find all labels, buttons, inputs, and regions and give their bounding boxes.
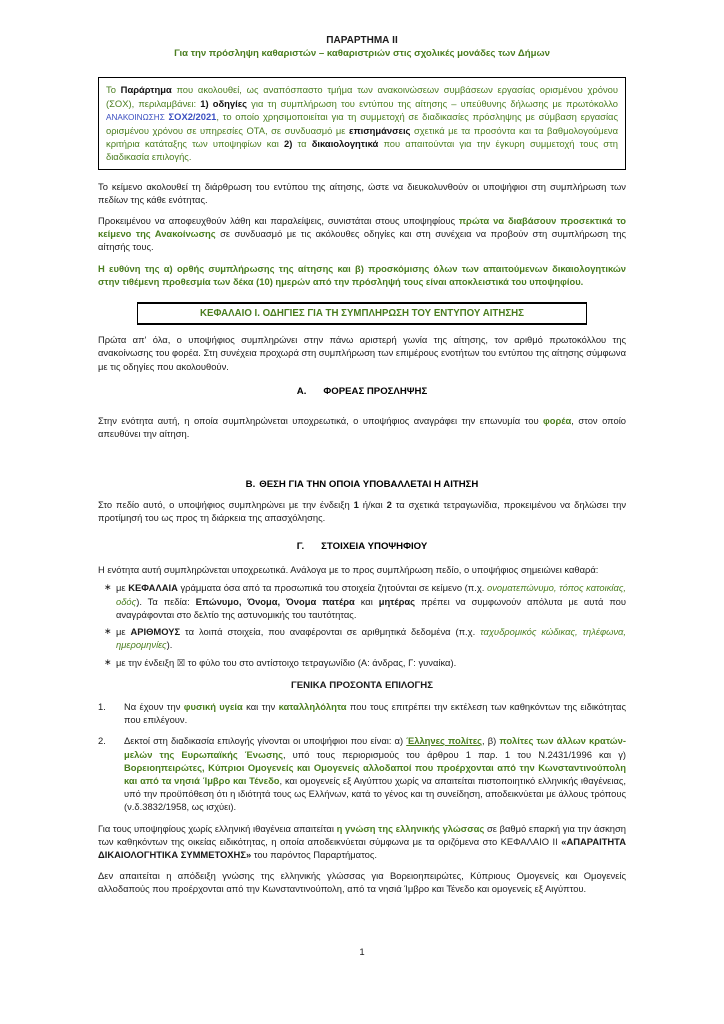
bullet-text: με ΑΡΙΘΜΟΥΣ τα λοιπά στοιχεία, που αναφέρονται σε αριθμητικά δεδομένα (π.χ. ταχυδρομικός κώδικας, τηλέφωνα, ημερομηνίες). bbox=[116, 626, 627, 651]
bullet-text: με την ένδειξη ☒ το φύλο του στο αντίστοιχο τετραγωνίδιο (Α: άνδρας, Γ: γυναίκα). bbox=[116, 656, 457, 668]
bullet-item-gender-checkbox bbox=[98, 656, 626, 669]
bullet-item-capitals bbox=[98, 581, 626, 621]
section-b-label: Β. bbox=[245, 479, 256, 491]
item-text: Δεκτοί στη διαδικασία επιλογής γίνονται οι υποψήφιοι που είναι: α) Έλληνες πολίτες, β) πολίτες των άλλων κρατών-μελών της Ευρωπαϊκής Ένωσης, υπό τους περιορισμούς του άρθρου 1 παρ. 1 του Ν.2431/1996 και γ) Βορειοηπειρώτες, Κύπριοι Ομογενείς και Ομογενείς αλλοδαποί που προέρχονται από την Κωνσταντινούπολη και από τα νησιά Ίμβρο και Τένεδο, και ομογενείς εξ Αιγύπτου χωρίς να απαιτείται πιστοποιητικό ελληνικής ιθαγένειας, υπό την προϋπόθεση ότι η ιδιότητά τους ως Ελλήνων, κατά το γένος και τη συνείδηση, αποδεικνύεται με άλλους τρόπους (ν.δ.3832/1958, ως ισχύει). bbox=[124, 735, 627, 813]
section-b-body: Στο πεδίο αυτό, ο υποψήφιος συμπληρώνει με την ένδειξη 1 ή/και 2 τα σχετικά τετραγωνίδια, προκειμένου να δηλώσει την προτίμησή του ως προς τη διάρκεια της απασχόλησης. bbox=[98, 498, 627, 523]
item-number: 1. bbox=[98, 700, 106, 712]
bullet-item-numbers bbox=[98, 625, 626, 651]
bullet-icon: ∗ bbox=[104, 626, 112, 637]
page-subtitle: Για την πρόσληψη καθαριστών – καθαριστριών στις σχολικές μονάδες των Δήμων bbox=[174, 48, 550, 60]
bullet-icon: ∗ bbox=[104, 656, 112, 667]
section-b-heading bbox=[98, 478, 626, 491]
item-number: 2. bbox=[98, 735, 106, 747]
paragraph-read-first: Προκειμένου να αποφευχθούν λάθη και παραλείψεις, συνιστάται στους υποψηφίους πρώτα να διαβάσουν προσεκτικά το κείμενο της Ανακοίνωσης σε συνδυασμό με τις ακόλουθες οδηγίες και στη συνέχεια να προβούν στη συμπλήρωση της αίτησής τους. bbox=[98, 215, 627, 253]
general-qualifications-heading: ΓΕΝΙΚΑ ΠΡΟΣΟΝΤΑ ΕΠΙΛΟΓΗΣ bbox=[290, 679, 433, 691]
intro-box bbox=[98, 77, 626, 169]
page-number: 1 bbox=[359, 947, 365, 958]
section-c-heading bbox=[98, 540, 626, 553]
item-text: Να έχουν την φυσική υγεία και την καταλληλόλητα που τους επιτρέπει την εκτέλεση των καθηκόντων της ειδικότητας που επιλέγουν. bbox=[124, 700, 627, 726]
section-b-title: ΘΕΣΗ ΓΙΑ ΤΗΝ ΟΠΟΙΑ ΥΠΟΒΑΛΛΕΤΑΙ Η ΑΙΤΗΣΗ bbox=[259, 479, 479, 491]
chapter1-lead: Πρώτα απ' όλα, ο υποψήφιος συμπληρώνει στην πάνω αριστερή γωνία της αίτησης, τον αριθμό πρωτοκόλλου της ανακοίνωσης του φορέα. Στη συνέχεια προχωρά στη συμπλήρωση των επιμέρους ενοτήτων του εντύπου της αίτησης σύμφωνα με τις οδηγίες που ακολουθούν. bbox=[98, 334, 626, 372]
chapter1-heading: ΚΕΦΑΛΑΙΟ Ι. ΟΔΗΓΙΕΣ ΓΙΑ ΤΗ ΣΥΜΠΛΗΡΩΣΗ ΤΟΥ ΕΝΤΥΠΟΥ ΑΙΤΗΣΗΣ bbox=[137, 302, 587, 325]
paragraph-language-exception: Δεν απαιτείται η απόδειξη γνώσης της ελληνικής γλώσσας για Βορειοηπειρώτες, Κύπριους Ομογενείς και Ομογενείς αλλοδαπούς που προέρχονται από την Κωνσταντινούπολη, από τα νησιά Ίμβρο και Τένεδο και ομογενείς εξ Αιγύπτου. bbox=[98, 870, 626, 895]
bullet-text: με ΚΕΦΑΛΑΙΑ γράμματα όσα από τα προσωπικά του στοιχεία ζητούνται σε κείμενο (π.χ. ονοματεπώνυμο, τόπος κατοικίας, οδός). Τα πεδία: Επώνυμο, Όνομα, Όνομα πατέρα και μητέρας πρέπει να συμφωνούν απόλυτα με αυτά που αναγράφονται στο δελτίο της αστυνομικής του ταυτότητας. bbox=[116, 582, 627, 620]
section-a-heading bbox=[98, 385, 626, 398]
paragraph-structure-note: Το κείμενο ακολουθεί τη διάρθρωση του εντύπου της αίτησης, ώστε να διευκολυνθούν οι υποψήφιοι στη συμπλήρωση των πεδίων της κάθε ενότητας. bbox=[98, 180, 626, 205]
paragraph-responsibility: Η ευθύνη της α) ορθής συμπλήρωσης της αίτησης και β) προσκόμισης όλων των απαιτούμενων δικαιολογητικών στην τιθέμενη προθεσμία των δέκα (10) ημερών από την πρόσληψή τους είναι αποκλειστικά του υποψηφίου. bbox=[98, 262, 626, 287]
bullet-icon: ∗ bbox=[104, 582, 112, 593]
section-a-label: Α. bbox=[296, 385, 307, 397]
paragraph-greek-language: Για τους υποψηφίους χωρίς ελληνική ιθαγένεια απαιτείται η γνώση της ελληνικής γλώσσας σε βαθμό επαρκή για την άσκηση των καθηκόντων της οικείας ειδικότητας, η οποία αποδεικνύεται σύμφωνα με τα οριζόμενα στο ΚΕΦΑΛΑΙΟ ΙΙ «ΑΠΑΡΑΙΤΗΤΑ ΔΙΚΑΙΟΛΟΓΗΤΙΚΑ ΣΥΜΜΕΤΟΧΗΣ» του παρόντος Παραρτήματος. bbox=[98, 822, 627, 860]
section-c-lead: Η ενότητα αυτή συμπληρώνεται υποχρεωτικά. Ανάλογα με το προς συμπλήρωση πεδίο, ο υποψήφιος σημειώνει καθαρά: bbox=[98, 564, 599, 576]
numbered-item-2 bbox=[98, 734, 626, 813]
section-c-label: Γ. bbox=[296, 541, 305, 553]
section-a-body: Στην ενότητα αυτή, η οποία συμπληρώνεται υποχρεωτικά, ο υποψήφιος αναγράφει την επωνυμία του φορέα, στον οποίο απευθύνει την αίτηση. bbox=[98, 415, 627, 440]
intro-box-paragraph: Το Παράρτημα που ακολουθεί, ως αναπόσπαστο τμήμα των ανακοινώσεων συμβάσεων εργασίας ορισμένου χρόνου (ΣΟΧ), περιλαμβάνει: 1) οδηγίες για τη συμπλήρωση του εντύπου της αίτησης – υπεύθυνης δήλωσης με πρωτόκολλο ΑΝΑΚΟΙΝΩΣΗΣ ΣΟΧ2/2021, το οποίο χρησιμοποιείται για τη συμμετοχή σε διαδικασίες πρόσληψης με σύμβαση εργασίας ορισμένου χρόνου σε υπηρεσίες ΟΤΑ, σε συνδυασμό με επισημάνσεις σχετικά με τα προσόντα και τα βαθμολογούμενα κριτήρια κατάταξης των υποψηφίων και 2) τα δικαιολογητικά που απαιτούνται για την έγκυρη συμμετοχή τους στη διαδικασία επιλογής. bbox=[106, 84, 619, 163]
numbered-item-1 bbox=[98, 700, 626, 726]
section-a-title: ΦΟΡΕΑΣ ΠΡΟΣΛΗΨΗΣ bbox=[323, 385, 428, 397]
section-c-title: ΣΤΟΙΧΕΙΑ ΥΠΟΨΗΦΙΟΥ bbox=[321, 541, 428, 553]
section-c-bullet-list bbox=[98, 581, 626, 668]
page-title: ΠΑΡΑΡΤΗΜΑ ΙΙ bbox=[326, 35, 398, 46]
